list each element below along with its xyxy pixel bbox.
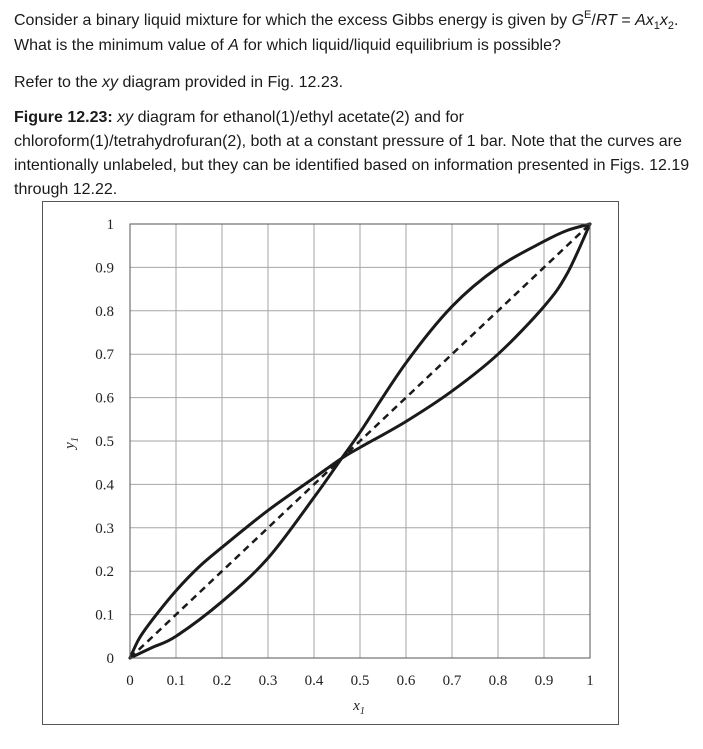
y-axis-label: $y_1$ <box>62 437 81 449</box>
y-tick-label: 0.1 <box>95 607 114 624</box>
figure-frame <box>42 201 619 725</box>
y-tick-label: 0.7 <box>95 347 114 364</box>
x-tick-label: 0.2 <box>212 673 232 689</box>
caption-label: Figure 12.23: <box>14 109 113 126</box>
x-tick-label: 0.3 <box>258 673 278 689</box>
x-axis-label: $x_1$ <box>353 698 365 717</box>
y-tick-label: 0.5 <box>95 434 114 450</box>
refer-text: Refer to the xy diagram provided in Fig. 12.23. <box>14 74 344 91</box>
y-tick-label: 0.4 <box>95 477 114 494</box>
x-tick-label: 0.8 <box>488 673 508 689</box>
x-tick-label: 0.4 <box>304 673 324 689</box>
x-tick-label: 0.7 <box>442 673 462 689</box>
y-tick-label: 0.9 <box>95 260 114 277</box>
x-tick-label: 0.9 <box>534 673 554 689</box>
y-tick-label: 0.3 <box>95 520 114 537</box>
x-tick-label: 0.1 <box>166 673 186 689</box>
x-tick-label: 0 <box>126 673 134 689</box>
x-tick-label: 0.5 <box>350 673 370 689</box>
y-tick-label: 0.8 <box>95 303 114 320</box>
x-tick-label: 0.6 <box>396 673 416 689</box>
y-tick-label: 0.2 <box>95 564 114 581</box>
xy-diagram-chart <box>43 202 618 724</box>
question-line1: Consider a binary liquid mixture for which the excess Gibbs energy is given by $G^E/RT = Ax_1x_2$. <box>14 9 679 32</box>
figure-caption: Figure 12.23: xy diagram for ethanol(1)/ethyl acetate(2) and for chloroform(1)/tetrahydrofuran(2), both at a constant pressure of 1 bar. Note that the curves are intentionally unlabeled, but they can be identified based on information presented in Figs. 12.19 through 12.22. <box>14 109 690 198</box>
question-text <box>14 9 693 58</box>
x-tick-label: 1 <box>586 673 594 689</box>
y-tick-label: 0 <box>106 651 114 667</box>
y-tick-label: 1 <box>106 217 114 233</box>
question-line2: What is the minimum value of A for which liquid/liquid equilibrium is possible? <box>14 37 561 54</box>
y-tick-label: 0.6 <box>95 390 114 407</box>
